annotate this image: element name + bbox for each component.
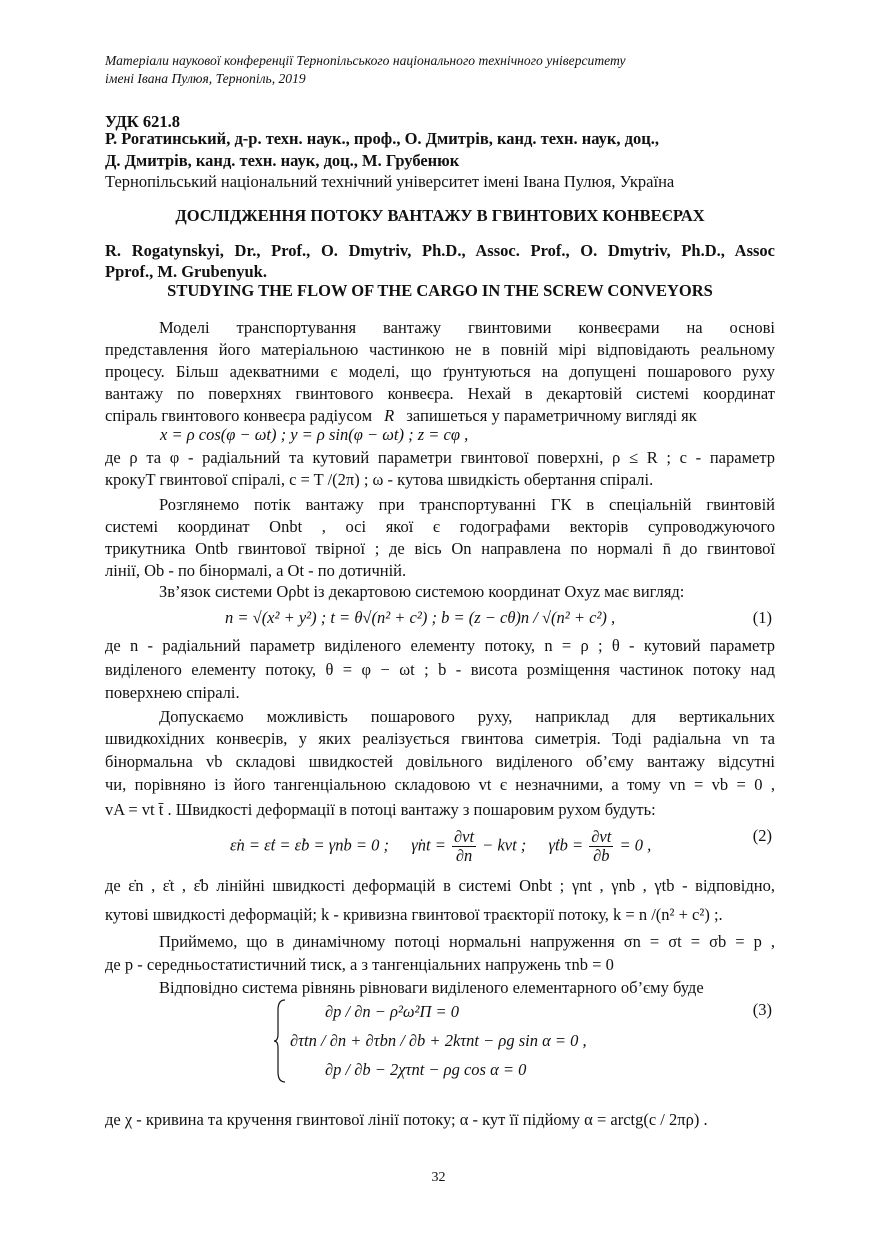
body-line: де ε̇n , ε̇t , ε̇b лінійні швидкості деформацій в системі Onbt ; γnt , γnb , γtb - відповідно, <box>105 876 775 895</box>
body-line: лінії, Ob - по бінормалі, а Ot - по дотичній. <box>105 561 407 580</box>
body-line: швидкохідних конвеєрів, у яких реалізується гвинтова симетрія. Тоді радіальна vn та <box>105 729 775 748</box>
equation-2-part-c-tail: = 0 , <box>619 835 652 855</box>
authors-uk-line-1: Р. Рогатинський, д-р. техн. наук., проф., О. Дмитрів, канд. техн. наук, доц., <box>105 129 659 148</box>
body-text: спіраль гвинтового конвеєра радіусом <box>105 406 373 425</box>
body-line: де χ - кривина та кручення гвинтової лінії потоку; α - кут її підйому α = arctg(c / 2πρ) . <box>105 1110 708 1129</box>
body-line: трикутника Ontb гвинтової твірної ; де вісь On направлена по нормалі n̄ до гвинтової <box>105 539 775 558</box>
body-line: Зв’язок системи Oρbt із декартовою системою координат Oxyz має вигляд: <box>159 582 685 601</box>
title-ukrainian: ДОСЛІДЖЕННЯ ПОТОКУ ВАНТАЖУ В ГВИНТОВИХ КОНВЕЄРАХ <box>175 206 705 225</box>
body-line: де p - середньостатистичний тиск, а з тангенціальних напружень τnb = 0 <box>105 955 614 974</box>
fraction-numerator: ∂vt <box>591 827 612 846</box>
equation-3-line-1: ∂p / ∂n − ρ²ω²П = 0 <box>325 1002 460 1021</box>
body-line: процесу. Більш адекватними є моделі, що ґрунтуються на допущені пошарового руху <box>105 362 775 381</box>
body-line: Розглянемо потік вантажу при транспортуванні ГК в спеціальній гвинтовій <box>159 495 775 514</box>
body-line: Приймемо, що в динамічному потоці нормальні напруження σn = σt = σb = p , <box>159 932 775 951</box>
equation-2-part-c: γ̇tb = <box>548 835 584 855</box>
body-line: представлення його матеріальною частинкою не в повній мірі відповідають реальному <box>105 340 775 359</box>
equation-2-part-a: ε̇n = ε̇t = ε̇b = γnb = 0 ; <box>230 835 389 855</box>
body-line: виділеного елементу потоку, θ = φ − ωt ; b - висота розміщення частинок потоку над <box>105 660 775 679</box>
fraction-denominator: ∂b <box>593 846 610 865</box>
body-line: спіраль гвинтового конвеєра радіусом R запишеться у параметричному вигляді як <box>105 406 697 425</box>
authors-en-line-2: Pprof., M. Grubenyuk. <box>105 262 267 281</box>
equation-1-number: (1) <box>752 608 772 627</box>
body-line: бінормальна vb складові швидкостей довільного виділеного об’єму вантажу відсутні <box>105 752 775 771</box>
body-line: поверхнею спіралі. <box>105 683 240 702</box>
fraction-numerator: ∂vt <box>453 827 475 846</box>
page-number: 32 <box>431 1170 446 1185</box>
body-line: системі координат Onbt , осі якої є годографами векторів супроводжуючого <box>105 517 775 536</box>
equation-2 <box>230 828 651 865</box>
affiliation: Тернопільський національний технічний університет імені Івана Пулюя, Україна <box>105 172 675 191</box>
parametric-formula: x = ρ cos(φ − ωt) ; y = ρ sin(φ − ωt) ; z = cφ , <box>160 425 469 444</box>
body-line: чи, порівняно із його тангенціальною складовою vt є незначними, а тому vn = vb = 0 , <box>105 775 775 794</box>
body-line: вантажу по поверхнях гвинтового конвеєра. Нехай в декартовій системі координат <box>105 384 775 403</box>
authors-en-line-1: R. Rogatynskyi, Dr., Prof., O. Dmytriv, Ph.D., Assoc. Prof., O. Dmytriv, Ph.D., Assoc <box>105 241 775 260</box>
authors-uk-line-2: Д. Дмитрів, канд. техн. наук, доц., М. Грубенюк <box>105 151 460 170</box>
body-line: vA = vt t̄ . Швидкості деформації в потоці вантажу з пошаровим рухом будуть: <box>105 800 656 819</box>
header-line-1: Матеріали наукової конференції Тернопільського національного технічного університету <box>105 53 626 68</box>
equation-3-line-2: ∂τtn / ∂n + ∂τbn / ∂b + 2kτnt − ρg sin α = 0 , <box>290 1031 587 1050</box>
body-line: де ρ та φ - радіальний та кутовий параметри гвинтової поверхні, ρ ≤ R ; c - параметр <box>105 448 775 467</box>
body-line: Допускаємо можливість пошарового руху, наприклад для вертикальних <box>159 707 775 726</box>
body-line: Відповідно система рівнянь рівноваги виділеного елементарного об’єму буде <box>159 978 704 997</box>
equation-2-fraction-b <box>452 828 476 865</box>
conference-header <box>105 52 775 88</box>
body-line: крокуT гвинтової спіралі, c = T /(2π) ; ω - кутова швидкість обертання спіралі. <box>105 470 654 489</box>
body-line: кутові швидкості деформацій; k - кривизна гвинтової траєкторії потоку, k = n /(n² + c²) ;. <box>105 905 723 924</box>
body-text: запишеться у параметричному вигляді як <box>406 406 697 425</box>
body-line: де n - радіальний параметр виділеного елементу потоку, n = ρ ; θ - кутовий параметр <box>105 636 775 655</box>
equation-2-number: (2) <box>752 826 772 845</box>
title-english: STUDYING THE FLOW OF THE CARGO IN THE SCREW CONVEYORS <box>167 281 713 300</box>
authors-ukrainian <box>105 128 775 172</box>
body-line: Моделі транспортування вантажу гвинтовими конвеєрами на основі <box>159 318 775 337</box>
equation-2-part-b: γ̇nt = <box>411 835 446 855</box>
equation-2-part-b-tail: − kvt ; <box>482 835 527 855</box>
header-line-2: імені Івана Пулюя, Тернопіль, 2019 <box>105 71 306 86</box>
equation-3-line-3: ∂p / ∂b − 2χτnt − ρg cos α = 0 <box>325 1060 527 1079</box>
udc-code: УДК 621.8 <box>105 112 181 131</box>
equation-2-fraction-c <box>589 828 613 865</box>
authors-english <box>105 240 775 282</box>
system-brace <box>273 998 287 1084</box>
equation-1: n = √(x² + y²) ; t = θ√(n² + c²) ; b = (z − cθ)n / √(n² + c²) , <box>225 608 616 627</box>
equation-3-number: (3) <box>752 1000 772 1019</box>
fraction-denominator: ∂n <box>455 846 473 865</box>
